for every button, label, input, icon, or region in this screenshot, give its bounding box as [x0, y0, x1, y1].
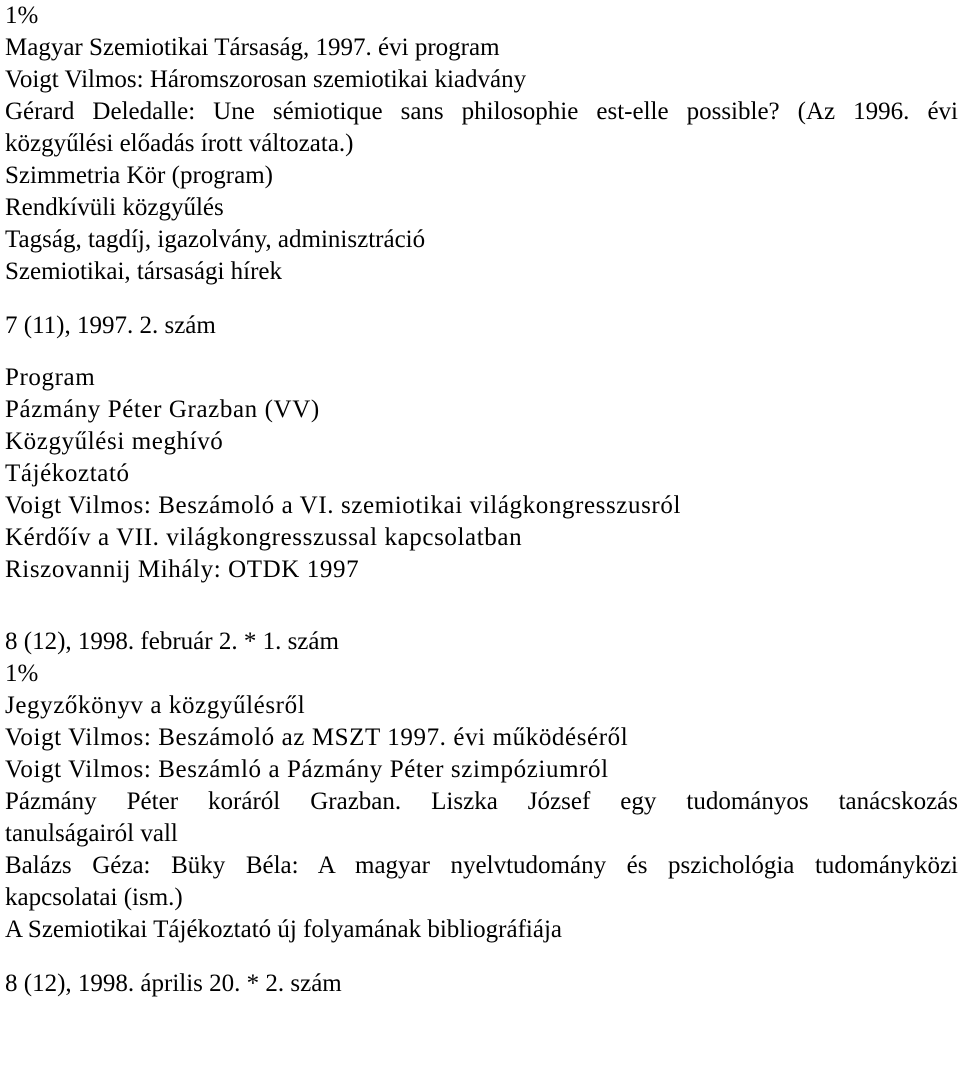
issue-4-contents	[5, 968, 960, 1000]
document-page	[5, 0, 960, 1000]
spacer	[5, 342, 960, 362]
toc-entry: Pázmány Péter Grazban (VV)	[5, 396, 320, 423]
toc-entry: Szimmetria Kör (program)	[5, 162, 273, 189]
toc-entry: Tájékoztató	[5, 460, 130, 487]
toc-entry: Rendkívüli közgyűlés	[5, 194, 224, 221]
toc-entry: Szemiotikai, társasági hírek	[5, 258, 283, 285]
toc-entry: Gérard Deledalle: Une sémiotique sans philosophie est-elle possible? (Az 1996. évi	[5, 98, 958, 125]
spacer	[5, 288, 960, 310]
toc-entry: Program	[5, 364, 96, 391]
toc-entry: Voigt Vilmos: Beszámoló a VI. szemiotikai világkongresszusról	[5, 492, 682, 519]
spacer	[5, 586, 960, 626]
toc-entry: Pázmány Péter koráról Grazban. Liszka József egy tudományos tanácskozás	[5, 788, 958, 815]
toc-entry: A Szemiotikai Tájékoztató új folyamának bibliográfiája	[5, 916, 563, 943]
issue-3-contents	[5, 626, 960, 946]
toc-entry: Riszovannij Mihály: OTDK 1997	[5, 556, 360, 583]
issue-heading: 8 (12), 1998. február 2. * 1. szám	[5, 628, 339, 655]
toc-entry-continuation: tanulságairól vall	[5, 820, 178, 847]
toc-entry-continuation: kapcsolatai (ism.)	[5, 884, 183, 911]
issue-heading: 8 (12), 1998. április 20. * 2. szám	[5, 970, 342, 997]
toc-entry: Jegyzőkönyv a közgyűlésről	[5, 692, 306, 719]
percent-mark: 1%	[5, 2, 39, 29]
issue-heading: 7 (11), 1997. 2. szám	[5, 312, 216, 339]
toc-entry: Voigt Vilmos: Háromszorosan szemiotikai kiadvány	[5, 66, 527, 93]
toc-entry: Balázs Géza: Büky Béla: A magyar nyelvtudomány és pszichológia tudományközi	[5, 852, 958, 879]
issue-1-contents	[5, 0, 960, 288]
toc-entry: Magyar Szemiotikai Társaság, 1997. évi program	[5, 34, 500, 61]
issue-2-contents	[5, 310, 960, 586]
toc-entry: Voigt Vilmos: Beszámló a Pázmány Péter szimpóziumról	[5, 756, 609, 783]
toc-entry-continuation: közgyűlési előadás írott változata.)	[5, 130, 354, 157]
spacer	[5, 946, 960, 968]
toc-entry: Tagság, tagdíj, igazolvány, adminisztráció	[5, 226, 426, 253]
toc-entry: Közgyűlési meghívó	[5, 428, 224, 455]
toc-entry: Voigt Vilmos: Beszámoló az MSZT 1997. évi működéséről	[5, 724, 629, 751]
toc-entry: Kérdőív a VII. világkongresszussal kapcsolatban	[5, 524, 523, 551]
percent-mark: 1%	[5, 660, 39, 687]
